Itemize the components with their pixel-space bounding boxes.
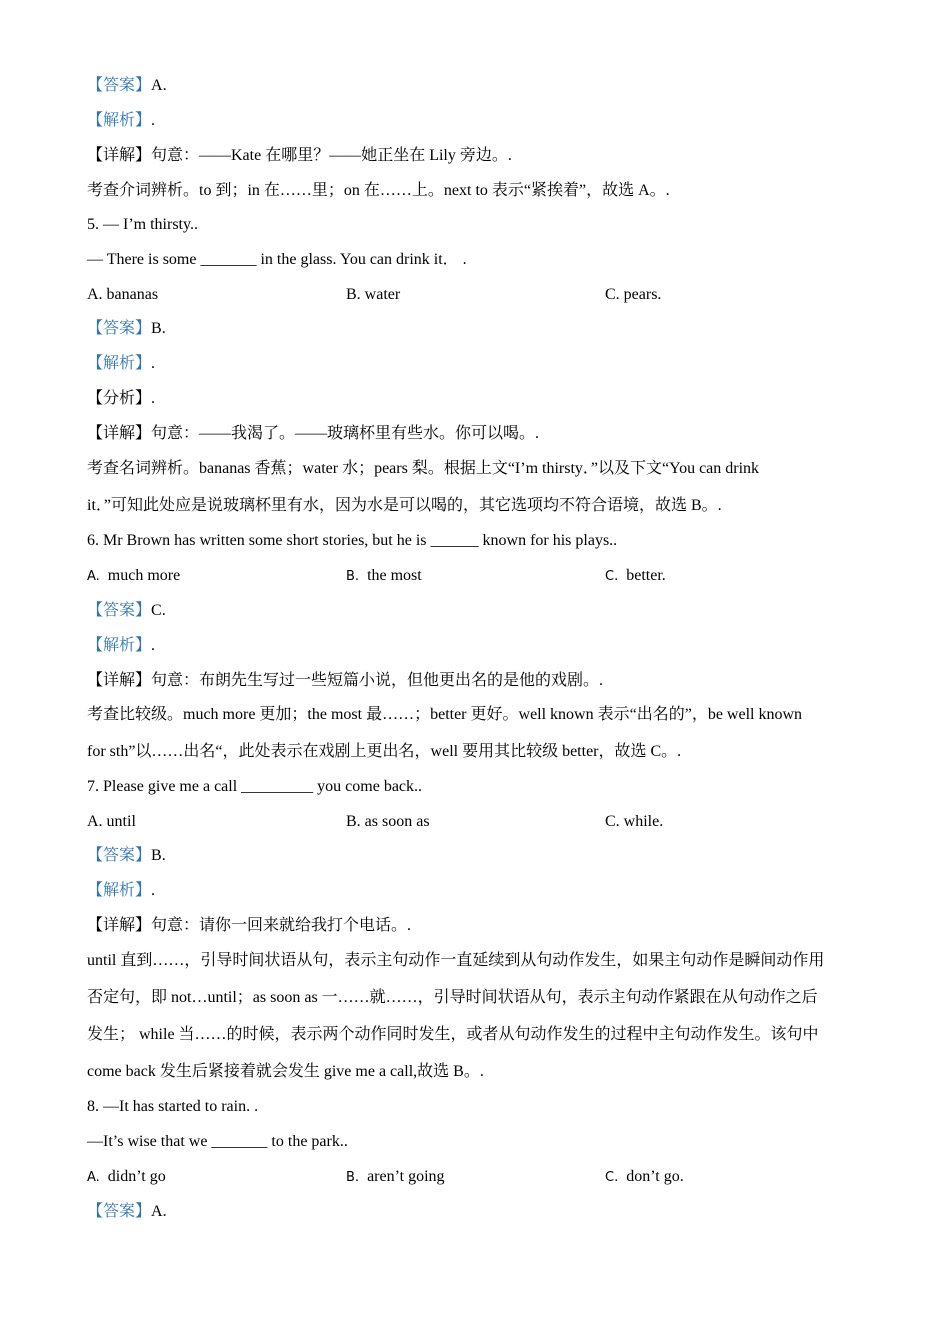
analysis-line bbox=[87, 636, 155, 656]
analysis-line bbox=[87, 111, 155, 131]
fenxi-line: 【分析】. bbox=[87, 390, 156, 407]
explanation-text: 发生； while 当……的时候，表示两个动作同时发生，或者从句动作发生的过程中主句动作发生。该句中 bbox=[87, 1026, 819, 1043]
answer-tag: 【答案】 bbox=[87, 847, 152, 864]
explanation-text: 考查名词辨析。bananas 香蕉；water 水；pears 梨。根据上文“I’m thirsty．”以及下文“You can drink bbox=[87, 460, 760, 477]
question-5-prompt: 5. — I’m thirsty.. bbox=[87, 216, 198, 233]
analysis-tag: 【解析】 bbox=[87, 355, 152, 372]
answer-line bbox=[87, 319, 166, 339]
option-letter: B. bbox=[346, 569, 360, 584]
option-letter: C. bbox=[605, 569, 619, 584]
question-6-text: 6. Mr Brown has written some short stories, but he is ______ known for his plays.. bbox=[87, 532, 618, 549]
answer-value: C. bbox=[151, 602, 166, 619]
question-5-text: — There is some _______ in the glass. You can drink it． . bbox=[87, 251, 467, 268]
answer-value: B. bbox=[151, 847, 166, 864]
analysis-tag: 【解析】 bbox=[87, 637, 152, 654]
option-letter: C. bbox=[605, 1170, 619, 1185]
answer-value: A. bbox=[151, 77, 167, 94]
analysis-value: . bbox=[151, 355, 156, 372]
analysis-tag: 【解析】 bbox=[87, 882, 152, 899]
q7-option-c: C. while. bbox=[605, 813, 664, 830]
q5-option-b: B. water bbox=[346, 286, 401, 303]
answer-value: A. bbox=[151, 1203, 167, 1220]
option-letter: A. bbox=[87, 569, 100, 584]
q8-option-a bbox=[87, 1167, 166, 1188]
explanation-text: until 直到……，引导时间状语从句，表示主句动作一直延续到从句动作发生，如果主句动作是瞬间动作用 bbox=[87, 952, 825, 969]
analysis-value: . bbox=[151, 112, 156, 129]
q8-option-c bbox=[605, 1167, 684, 1188]
answer-line bbox=[87, 76, 167, 96]
explanation-line: 【详解】句意：布朗先生写过一些短篇小说，但他更出名的是他的戏剧。. bbox=[87, 672, 604, 689]
explanation-text: 考查比较级。much more 更加；the most 最……；better 更好。well known 表示“出名的”，be well known bbox=[87, 706, 803, 723]
answer-tag: 【答案】 bbox=[87, 320, 152, 337]
question-7-text: 7. Please give me a call _________ you come back.. bbox=[87, 778, 423, 795]
q5-option-c: C. pears. bbox=[605, 286, 662, 303]
option-text: much more bbox=[107, 567, 181, 584]
question-8-prompt: 8. —It has started to rain. . bbox=[87, 1098, 259, 1115]
explanation-line: 【详解】句意：请你一回来就给我打个电话。. bbox=[87, 917, 412, 934]
explanation-text: 考查介词辨析。to 到；in 在……里；on 在……上。next to 表示“紧挨着”，故选 A。. bbox=[87, 182, 670, 199]
answer-tag: 【答案】 bbox=[87, 77, 152, 94]
option-letter: A. bbox=[87, 1170, 100, 1185]
explanation-text: for sth”以……出名“，此处表示在戏剧上更出名，well 要用其比较级 better，故选 C。. bbox=[87, 743, 682, 760]
analysis-tag: 【解析】 bbox=[87, 112, 152, 129]
explanation-text: it．”可知此处应是说玻璃杯里有水，因为水是可以喝的，其它选项均不符合语境，故选 B。. bbox=[87, 497, 722, 514]
analysis-line bbox=[87, 354, 155, 374]
explanation-text: 否定句，即 not…until；as soon as 一……就……，引导时间状语从句，表示主句动作紧跟在从句动作之后 bbox=[87, 989, 818, 1006]
q6-option-c bbox=[605, 566, 666, 587]
answer-line bbox=[87, 1202, 167, 1222]
q8-option-b bbox=[346, 1167, 445, 1188]
q6-option-a bbox=[87, 566, 180, 587]
answer-tag: 【答案】 bbox=[87, 1203, 152, 1220]
answer-value: B. bbox=[151, 320, 166, 337]
option-text: the most bbox=[367, 567, 422, 584]
analysis-value: . bbox=[151, 637, 156, 654]
explanation-line: 【详解】句意：——Kate 在哪里？——她正坐在 Lily 旁边。. bbox=[87, 147, 512, 164]
question-8-text: —It’s wise that we _______ to the park.. bbox=[87, 1133, 348, 1150]
analysis-line bbox=[87, 881, 155, 901]
option-text: don’t go. bbox=[626, 1168, 684, 1185]
option-text: better. bbox=[626, 567, 666, 584]
explanation-line: 【详解】句意：——我渴了。——玻璃杯里有些水。你可以喝。. bbox=[87, 425, 540, 442]
q7-option-a: A. until bbox=[87, 813, 136, 830]
q5-option-a: A. bananas bbox=[87, 286, 159, 303]
answer-line bbox=[87, 601, 166, 621]
explanation-text: come back 发生后紧接着就会发生 give me a call,故选 B。. bbox=[87, 1063, 484, 1080]
option-text: aren’t going bbox=[367, 1168, 445, 1185]
q6-option-b bbox=[346, 566, 422, 587]
answer-tag: 【答案】 bbox=[87, 602, 152, 619]
q7-option-b: B. as soon as bbox=[346, 813, 430, 830]
analysis-value: . bbox=[151, 882, 156, 899]
answer-line bbox=[87, 846, 166, 866]
option-text: didn’t go bbox=[107, 1168, 166, 1185]
option-letter: B. bbox=[346, 1170, 360, 1185]
